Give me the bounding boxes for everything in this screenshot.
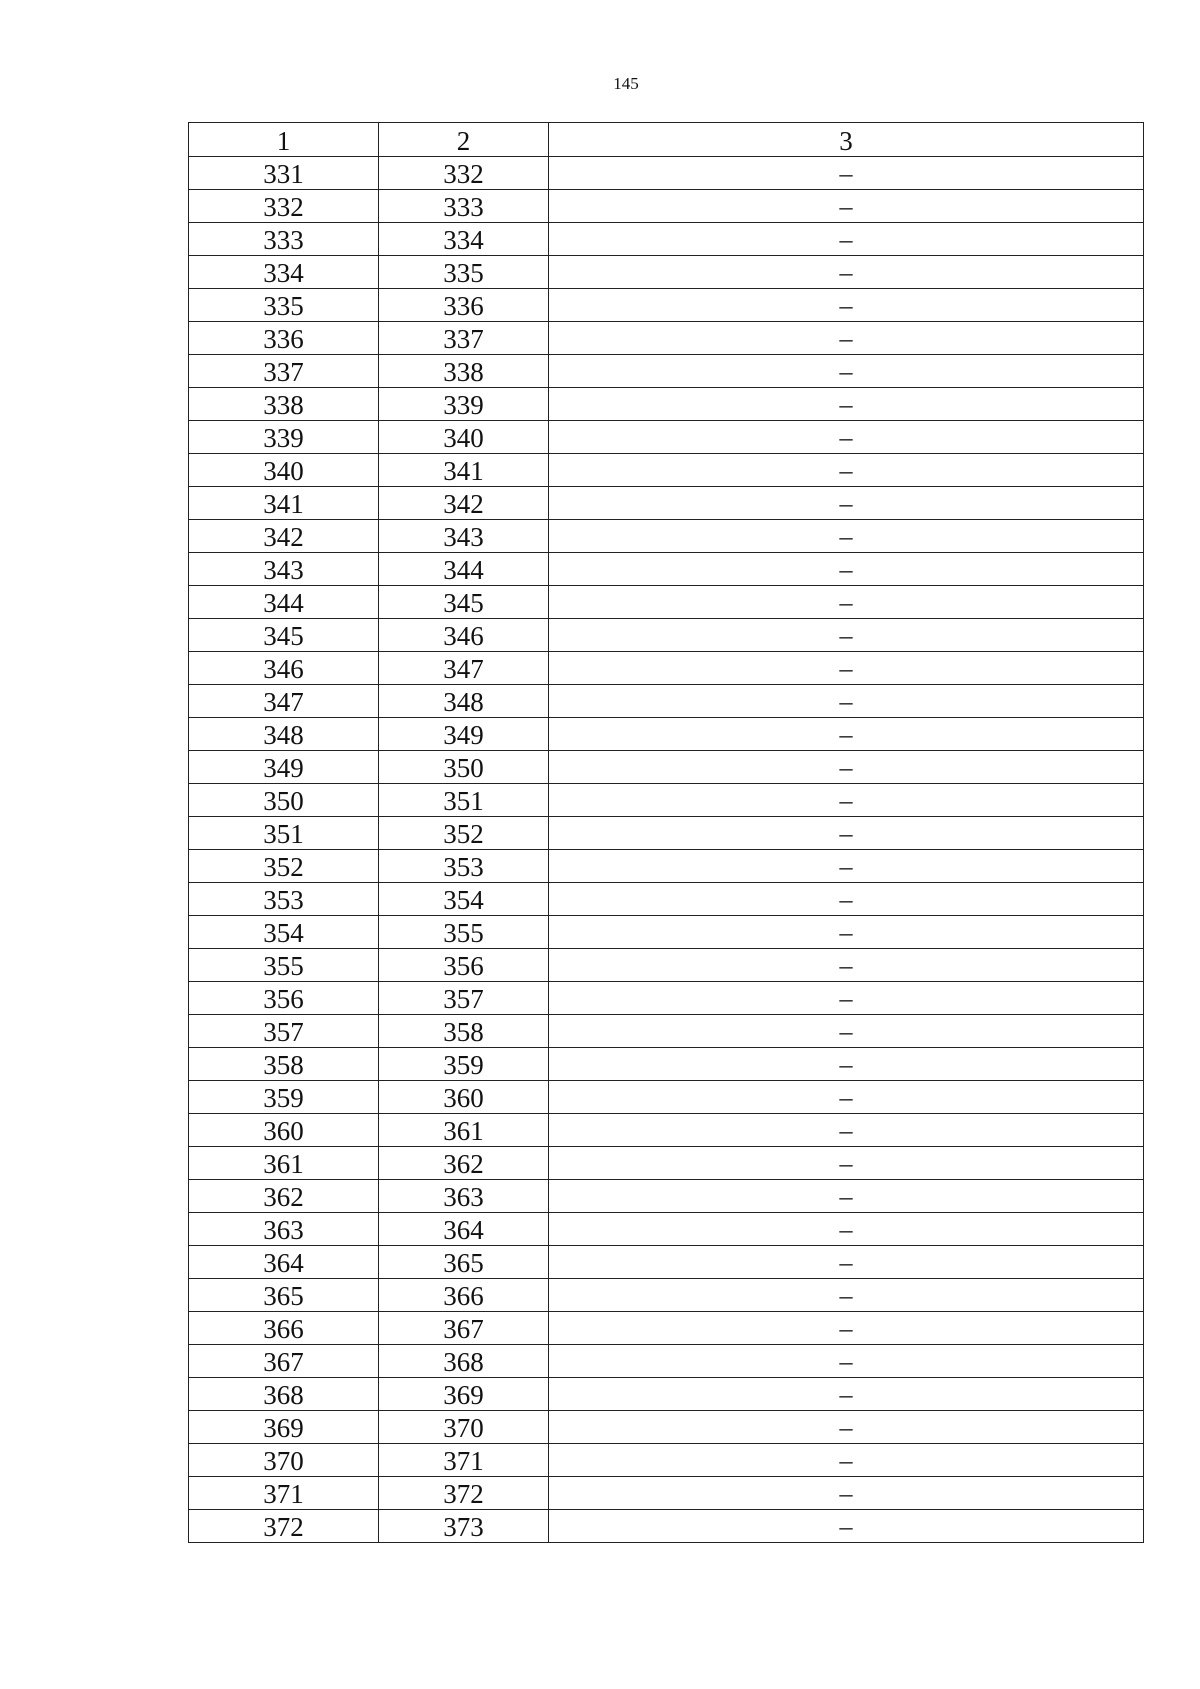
cell-col2: 355 <box>379 916 549 949</box>
table-row <box>189 487 1144 520</box>
table-row <box>189 223 1144 256</box>
table-header-row <box>189 123 1144 157</box>
cell-col3: – <box>549 1444 1144 1477</box>
table-row <box>189 784 1144 817</box>
cell-col1: 357 <box>189 1015 379 1048</box>
cell-col3: – <box>549 421 1144 454</box>
cell-col3: – <box>549 1114 1144 1147</box>
table-row <box>189 1213 1144 1246</box>
table-row <box>189 1246 1144 1279</box>
table-row <box>189 157 1144 190</box>
table-row <box>189 916 1144 949</box>
table-row <box>189 190 1144 223</box>
cell-col2: 361 <box>379 1114 549 1147</box>
cell-col3: – <box>549 784 1144 817</box>
cell-col2: 337 <box>379 322 549 355</box>
cell-col3: – <box>549 454 1144 487</box>
cell-col2: 352 <box>379 817 549 850</box>
cell-col3: – <box>549 487 1144 520</box>
table-row <box>189 1147 1144 1180</box>
cell-col2: 368 <box>379 1345 549 1378</box>
cell-col2: 360 <box>379 1081 549 1114</box>
table-row <box>189 982 1144 1015</box>
table-row <box>189 1312 1144 1345</box>
table-row <box>189 619 1144 652</box>
cell-col2: 336 <box>379 289 549 322</box>
cell-col3: – <box>549 949 1144 982</box>
table-row <box>189 1411 1144 1444</box>
cell-col2: 364 <box>379 1213 549 1246</box>
table-row <box>189 1048 1144 1081</box>
cell-col3: – <box>549 355 1144 388</box>
cell-col1: 350 <box>189 784 379 817</box>
cell-col1: 372 <box>189 1510 379 1543</box>
table-row <box>189 1477 1144 1510</box>
cell-col2: 340 <box>379 421 549 454</box>
data-table <box>188 122 1144 1543</box>
cell-col2: 341 <box>379 454 549 487</box>
cell-col1: 336 <box>189 322 379 355</box>
cell-col3: – <box>549 1345 1144 1378</box>
cell-col3: – <box>549 520 1144 553</box>
table-row <box>189 1279 1144 1312</box>
cell-col1: 368 <box>189 1378 379 1411</box>
cell-col3: – <box>549 1246 1144 1279</box>
table-row <box>189 817 1144 850</box>
cell-col1: 371 <box>189 1477 379 1510</box>
table-row <box>189 1378 1144 1411</box>
table-row <box>189 949 1144 982</box>
cell-col1: 351 <box>189 817 379 850</box>
table-row <box>189 388 1144 421</box>
table-row <box>189 751 1144 784</box>
cell-col1: 333 <box>189 223 379 256</box>
cell-col1: 363 <box>189 1213 379 1246</box>
cell-col1: 341 <box>189 487 379 520</box>
cell-col3: – <box>549 982 1144 1015</box>
cell-col1: 354 <box>189 916 379 949</box>
cell-col3: – <box>549 652 1144 685</box>
cell-col2: 338 <box>379 355 549 388</box>
cell-col1: 352 <box>189 850 379 883</box>
cell-col3: – <box>549 1147 1144 1180</box>
table-row <box>189 322 1144 355</box>
cell-col2: 346 <box>379 619 549 652</box>
cell-col2: 342 <box>379 487 549 520</box>
cell-col3: – <box>549 388 1144 421</box>
table-row <box>189 883 1144 916</box>
cell-col1: 345 <box>189 619 379 652</box>
cell-col2: 354 <box>379 883 549 916</box>
cell-col3: – <box>549 289 1144 322</box>
cell-col1: 343 <box>189 553 379 586</box>
cell-col2: 348 <box>379 685 549 718</box>
cell-col3: – <box>549 1510 1144 1543</box>
cell-col1: 332 <box>189 190 379 223</box>
cell-col3: – <box>549 256 1144 289</box>
cell-col2: 373 <box>379 1510 549 1543</box>
table-row <box>189 289 1144 322</box>
cell-col2: 358 <box>379 1015 549 1048</box>
table-row <box>189 652 1144 685</box>
cell-col2: 366 <box>379 1279 549 1312</box>
cell-col1: 364 <box>189 1246 379 1279</box>
cell-col1: 335 <box>189 289 379 322</box>
cell-col2: 343 <box>379 520 549 553</box>
cell-col1: 339 <box>189 421 379 454</box>
page-number: 145 <box>613 74 639 93</box>
column-header-1: 1 <box>189 123 379 157</box>
table-row <box>189 421 1144 454</box>
cell-col2: 365 <box>379 1246 549 1279</box>
cell-col1: 344 <box>189 586 379 619</box>
column-header-2: 2 <box>379 123 549 157</box>
cell-col2: 339 <box>379 388 549 421</box>
table-body <box>189 157 1144 1543</box>
table-row <box>189 718 1144 751</box>
table-row <box>189 1345 1144 1378</box>
cell-col2: 345 <box>379 586 549 619</box>
cell-col2: 347 <box>379 652 549 685</box>
table-row <box>189 685 1144 718</box>
cell-col3: – <box>549 1312 1144 1345</box>
cell-col3: – <box>549 1213 1144 1246</box>
table-row <box>189 1510 1144 1543</box>
table-row <box>189 1015 1144 1048</box>
cell-col2: 335 <box>379 256 549 289</box>
cell-col1: 337 <box>189 355 379 388</box>
cell-col3: – <box>549 1180 1144 1213</box>
cell-col2: 371 <box>379 1444 549 1477</box>
cell-col2: 344 <box>379 553 549 586</box>
cell-col2: 353 <box>379 850 549 883</box>
cell-col1: 348 <box>189 718 379 751</box>
cell-col3: – <box>549 1378 1144 1411</box>
cell-col1: 342 <box>189 520 379 553</box>
cell-col1: 353 <box>189 883 379 916</box>
cell-col3: – <box>549 883 1144 916</box>
cell-col3: – <box>549 322 1144 355</box>
cell-col1: 349 <box>189 751 379 784</box>
cell-col2: 357 <box>379 982 549 1015</box>
cell-col2: 349 <box>379 718 549 751</box>
cell-col1: 358 <box>189 1048 379 1081</box>
cell-col1: 367 <box>189 1345 379 1378</box>
cell-col1: 359 <box>189 1081 379 1114</box>
cell-col3: – <box>549 817 1144 850</box>
table-row <box>189 454 1144 487</box>
cell-col3: – <box>549 1411 1144 1444</box>
cell-col1: 347 <box>189 685 379 718</box>
cell-col1: 362 <box>189 1180 379 1213</box>
cell-col1: 366 <box>189 1312 379 1345</box>
cell-col1: 346 <box>189 652 379 685</box>
cell-col2: 333 <box>379 190 549 223</box>
cell-col3: – <box>549 157 1144 190</box>
table-row <box>189 355 1144 388</box>
table-row <box>189 850 1144 883</box>
cell-col2: 362 <box>379 1147 549 1180</box>
cell-col1: 331 <box>189 157 379 190</box>
cell-col1: 369 <box>189 1411 379 1444</box>
cell-col2: 350 <box>379 751 549 784</box>
cell-col1: 361 <box>189 1147 379 1180</box>
table-row <box>189 586 1144 619</box>
cell-col2: 334 <box>379 223 549 256</box>
cell-col3: – <box>549 1477 1144 1510</box>
cell-col2: 367 <box>379 1312 549 1345</box>
cell-col3: – <box>549 1279 1144 1312</box>
table-row <box>189 1114 1144 1147</box>
cell-col3: – <box>549 223 1144 256</box>
table-row <box>189 553 1144 586</box>
cell-col2: 359 <box>379 1048 549 1081</box>
table-row <box>189 256 1144 289</box>
cell-col2: 370 <box>379 1411 549 1444</box>
cell-col2: 351 <box>379 784 549 817</box>
cell-col3: – <box>549 850 1144 883</box>
cell-col2: 369 <box>379 1378 549 1411</box>
column-header-3: 3 <box>549 123 1144 157</box>
cell-col1: 365 <box>189 1279 379 1312</box>
cell-col3: – <box>549 619 1144 652</box>
cell-col3: – <box>549 916 1144 949</box>
cell-col1: 334 <box>189 256 379 289</box>
table-row <box>189 1081 1144 1114</box>
cell-col2: 332 <box>379 157 549 190</box>
cell-col2: 372 <box>379 1477 549 1510</box>
table-row <box>189 1444 1144 1477</box>
cell-col1: 360 <box>189 1114 379 1147</box>
cell-col3: – <box>549 685 1144 718</box>
cell-col2: 356 <box>379 949 549 982</box>
cell-col3: – <box>549 751 1144 784</box>
cell-col3: – <box>549 1015 1144 1048</box>
cell-col2: 363 <box>379 1180 549 1213</box>
cell-col3: – <box>549 1048 1144 1081</box>
cell-col3: – <box>549 553 1144 586</box>
cell-col3: – <box>549 1081 1144 1114</box>
cell-col1: 355 <box>189 949 379 982</box>
cell-col3: – <box>549 718 1144 751</box>
cell-col3: – <box>549 586 1144 619</box>
cell-col3: – <box>549 190 1144 223</box>
table-row <box>189 520 1144 553</box>
cell-col1: 340 <box>189 454 379 487</box>
cell-col1: 356 <box>189 982 379 1015</box>
cell-col1: 338 <box>189 388 379 421</box>
cell-col1: 370 <box>189 1444 379 1477</box>
table-row <box>189 1180 1144 1213</box>
data-table-container <box>188 122 1144 1543</box>
